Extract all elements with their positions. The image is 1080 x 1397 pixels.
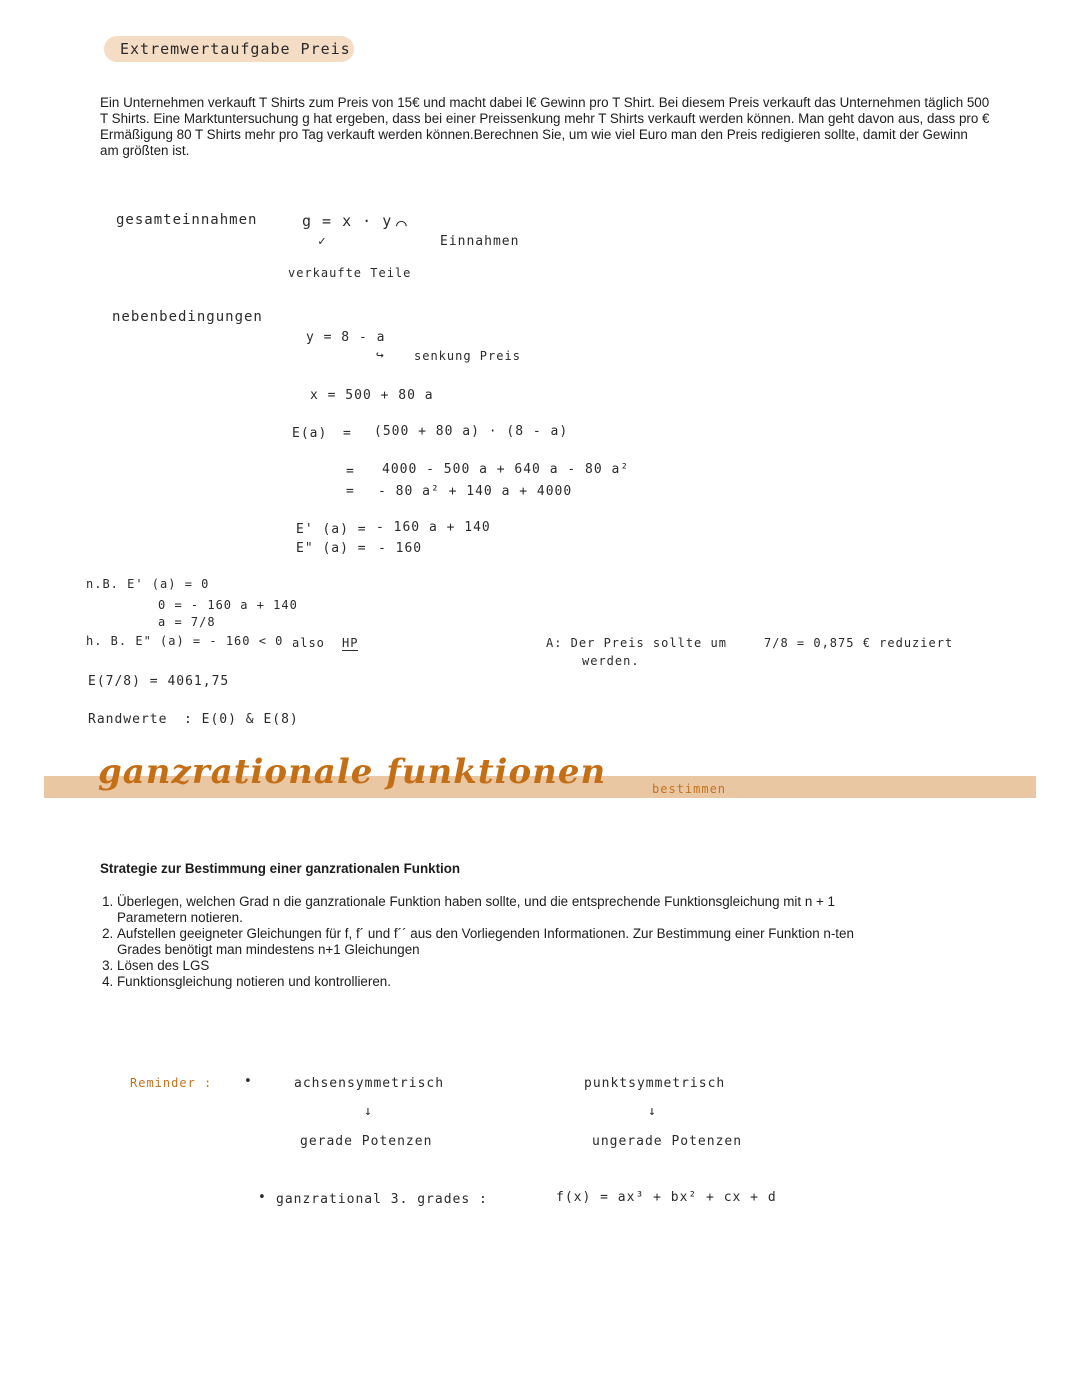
randwerte-label: Randwerte <box>88 712 168 727</box>
equals-sign: = <box>346 464 355 479</box>
e1-lhs: E' (a) = <box>296 522 367 537</box>
page-title: Extremwertaufgabe Preis <box>120 40 351 58</box>
e-lhs: E(a) <box>292 426 328 441</box>
arrow-icon: ↪ <box>376 348 385 363</box>
hp-label: HP <box>342 636 359 650</box>
strategy-step: 4. Funktionsgleichung notieren und kontrollieren. <box>117 974 900 990</box>
strategy-step: 2. Aufstellen geeigneter Gleichungen für f, f´ und f´´ aus den Vorliegenden Informationen. Zur Bestimmung einer Funktion n-ten Grades benötigt man mindestens n+1 Gleichungen <box>117 926 900 958</box>
strategy-step: 3. Lösen des LGS <box>117 958 900 974</box>
nb-line-3: a = 7/8 <box>158 615 216 629</box>
x-formula: x = 500 + 80 a <box>310 388 434 403</box>
arrow-down-icon: ↓ <box>648 1104 657 1119</box>
arrow-down-icon: ↓ <box>364 1104 373 1119</box>
reminder-label: Reminder : <box>130 1076 213 1090</box>
section-title: ganzrationale funktionen <box>98 752 607 792</box>
strategy-list <box>100 894 900 990</box>
nebenbedingungen-label: nebenbedingungen <box>112 309 263 325</box>
main-formula: g = x · y <box>302 212 393 230</box>
e2-lhs: E" (a) = <box>296 541 367 556</box>
answer-line-2: werden. <box>582 654 640 668</box>
verkaufte-teile-label: verkaufte Teile <box>288 266 412 280</box>
hb-line: h. B. E" (a) = - 160 < 0 <box>86 634 284 648</box>
einnahmen-label: Einnahmen <box>440 234 520 249</box>
e-value: E(7/8) = 4061,75 <box>88 674 230 689</box>
y-formula: y = 8 - a <box>306 330 386 345</box>
answer-value: 7/8 = 0,875 € reduziert <box>764 636 954 650</box>
ungerade-potenzen-label: ungerade Potenzen <box>592 1134 743 1149</box>
answer-line-1: A: Der Preis sollte um <box>546 636 727 650</box>
curved-arrow-icon: ⌒ <box>396 214 408 235</box>
e2-rhs: - 160 <box>378 541 423 556</box>
e1-rhs: - 160 a + 140 <box>376 520 491 535</box>
e-line-2: 4000 - 500 a + 640 a - 80 a² <box>382 462 630 477</box>
task-text: Ein Unternehmen verkauft T Shirts zum Preis von 15€ und macht dabei l€ Gewinn pro T Shirt. Bei diesem Preis verkauft das Unternehmen täglich 500 T Shirts. Eine Marktuntersuchung g hat ergeben, dass bei einer Preissenkung mehr T Shirts verkauft werden können. Man geht davon aus, dass pro € Ermäßigung 80 T Shirts mehr pro Tag verkauft werden können.Berechnen Sie, um wie viel Euro man den Preis redigieren sollte, damit der Gewinn am größten ist. <box>100 95 990 158</box>
also-label: also <box>292 636 325 650</box>
achsensymmetrisch-label: achsensymmetrisch <box>294 1076 445 1091</box>
ganzrational-label: ganzrational 3. grades : <box>276 1192 488 1207</box>
gesamteinnahmen-label: gesamteinnahmen <box>116 212 258 228</box>
bullet: • <box>258 1190 267 1205</box>
nb-line-1: n.B. E' (a) = 0 <box>86 577 210 591</box>
equals-sign: = <box>343 426 352 441</box>
section-subtitle: bestimmen <box>652 782 727 796</box>
equals-sign: = <box>346 484 355 499</box>
gerade-potenzen-label: gerade Potenzen <box>300 1134 433 1149</box>
e-line-1: (500 + 80 a) · (8 - a) <box>374 424 569 439</box>
bullet: • <box>244 1074 253 1089</box>
strategy-heading: Strategie zur Bestimmung einer ganzrationalen Funktion <box>100 861 461 876</box>
nb-line-2: 0 = - 160 a + 140 <box>158 598 298 612</box>
randwerte-values: : E(0) & E(8) <box>184 712 299 727</box>
punktsymmetrisch-label: punktsymmetrisch <box>584 1076 726 1091</box>
cubic-formula: f(x) = ax³ + bx² + cx + d <box>556 1190 777 1205</box>
check-icon: ✓ <box>318 234 327 249</box>
strategy-step: 1. Überlegen, welchen Grad n die ganzrationale Funktion haben sollte, und die entsprechende Funktionsgleichung mit n + 1 Parametern notieren. <box>117 894 900 926</box>
e-line-3: - 80 a² + 140 a + 4000 <box>378 484 573 499</box>
senkung-preis-label: senkung Preis <box>414 349 521 363</box>
